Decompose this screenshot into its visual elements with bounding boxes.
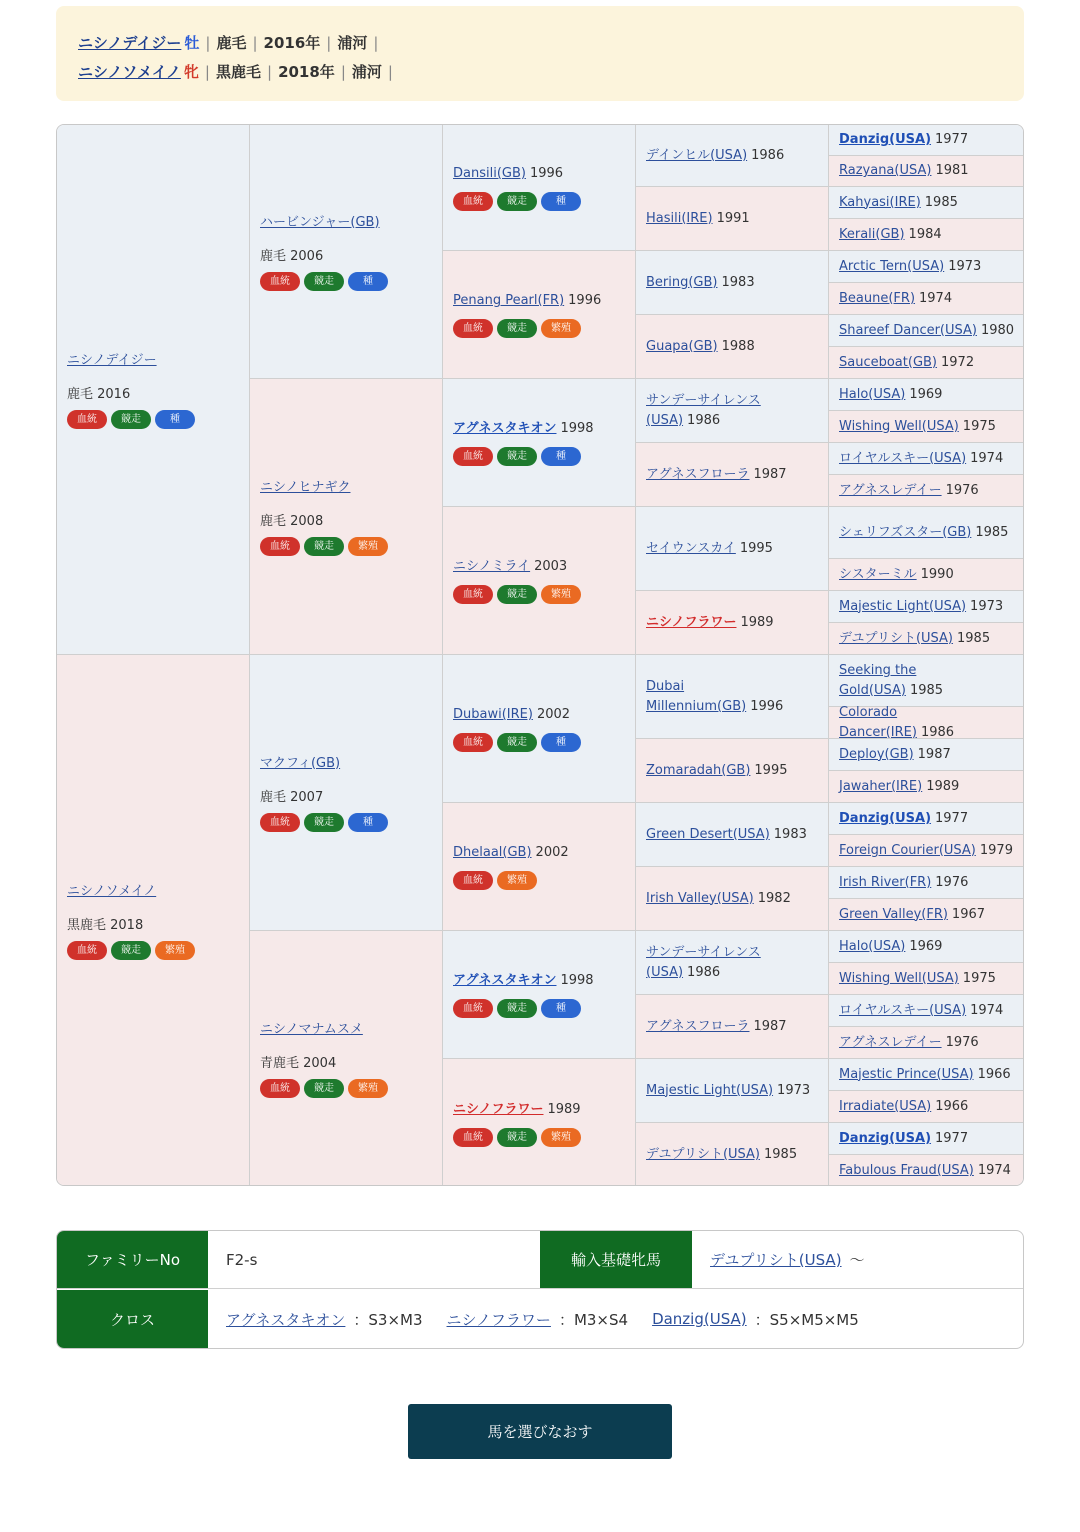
- bloodline-badge[interactable]: 血統: [67, 941, 107, 960]
- pedigree-gen4-8: [636, 591, 829, 655]
- pedigree-gen5-6: [829, 283, 1024, 315]
- badge-group: [260, 537, 432, 556]
- sex-label: 牡: [184, 34, 200, 52]
- pedigree-gen4-12: [636, 867, 829, 931]
- pedigree-gen1-dam: [57, 655, 250, 1186]
- pedigree-gen5-28: [829, 1027, 1024, 1059]
- pedigree-gen2-dd: [250, 931, 443, 1186]
- pedigree-gen3-6: [443, 803, 636, 931]
- birth-year: 1995: [754, 762, 788, 778]
- badge-group: [453, 447, 625, 466]
- birth-year: 1974: [970, 450, 1004, 466]
- pedigree-gen5-12: [829, 475, 1024, 507]
- birth-year: 1974: [970, 1002, 1004, 1018]
- badge-group: [453, 871, 625, 890]
- birth-year: 1972: [941, 354, 975, 370]
- divider: |: [326, 33, 332, 52]
- race-badge[interactable]: 競走: [304, 272, 344, 291]
- horse-link[interactable]: デユプリシト(USA): [839, 630, 954, 646]
- horse-link[interactable]: Majestic Light(USA): [646, 1082, 774, 1098]
- birth-year: 1998: [560, 421, 594, 436]
- cross-horse-link[interactable]: ニシノフラワー: [446, 1310, 551, 1329]
- pedigree-gen4-7: [636, 507, 829, 591]
- birth-year: 1985: [957, 630, 991, 646]
- pedigree-gen3-4: [443, 507, 636, 655]
- badge-group: [260, 272, 432, 291]
- race-badge[interactable]: 競走: [497, 1128, 537, 1147]
- birth-year: 1984: [908, 226, 942, 242]
- birth-year: 1986: [751, 147, 785, 163]
- divider: |: [373, 33, 379, 52]
- breed-badge[interactable]: 繁殖: [541, 1128, 581, 1147]
- horse-link[interactable]: Bering(GB): [646, 274, 718, 290]
- horse-link[interactable]: Seeking the Gold(USA): [839, 662, 917, 698]
- cross-horse-link[interactable]: アグネスタキオン: [226, 1310, 346, 1329]
- badge-group: [260, 813, 432, 832]
- pedigree-gen2-ds: [250, 655, 443, 931]
- pedigree-gen5-17: [829, 655, 1024, 707]
- parent-dam-line: [78, 57, 1002, 86]
- bloodline-badge[interactable]: 血統: [260, 537, 300, 556]
- pedigree-gen5-29: [829, 1059, 1024, 1091]
- breed-badge[interactable]: 繁殖: [348, 1079, 388, 1098]
- birth-year: 1976: [935, 874, 969, 890]
- horse-link[interactable]: シェリフズスター(GB): [839, 524, 972, 540]
- horse-link[interactable]: Fabulous Fraud(USA): [839, 1163, 974, 1178]
- breed-badge[interactable]: 繁殖: [541, 319, 581, 338]
- horse-link[interactable]: Jawaher(IRE): [839, 778, 923, 794]
- horse-info: 鹿毛 2016: [67, 386, 131, 402]
- birth-year: 1977: [935, 1130, 969, 1146]
- horse-link[interactable]: ニシノミライ: [453, 559, 531, 574]
- race-badge[interactable]: 競走: [497, 585, 537, 604]
- import-mare-value: [692, 1231, 1023, 1288]
- divider: |: [252, 33, 258, 52]
- bloodline-badge[interactable]: 血統: [453, 1128, 493, 1147]
- birth-year: 1985: [909, 682, 944, 698]
- sire-badge[interactable]: 種: [348, 813, 388, 832]
- horse-link[interactable]: Majestic Light(USA): [839, 598, 967, 614]
- birth-year: 1974: [977, 1163, 1011, 1178]
- horse-link[interactable]: Danzig(USA): [839, 1130, 932, 1146]
- cross-value: ：S5×M5×M5: [754, 1310, 859, 1329]
- coat-label: 鹿毛: [216, 34, 247, 52]
- pedigree-gen5-23: [829, 867, 1024, 899]
- birth-year: 1996: [529, 166, 564, 181]
- pedigree-gen2-sd: [250, 379, 443, 655]
- birth-year: 1987: [753, 1018, 787, 1034]
- pedigree-gen4-6: [636, 443, 829, 507]
- birth-year: 1975: [962, 970, 996, 986]
- sire-badge[interactable]: 種: [541, 733, 581, 752]
- birth-year: 2018年: [278, 63, 335, 81]
- pedigree-gen3-7: [443, 931, 636, 1059]
- parent-dam-link[interactable]: ニシノソメイノ: [78, 63, 181, 81]
- pedigree-gen3-5: [443, 655, 636, 803]
- pedigree-gen5-32: [829, 1155, 1024, 1186]
- birth-year: 1975: [962, 418, 996, 434]
- horse-info: 鹿毛 2008: [260, 513, 324, 529]
- horse-info: 黒鹿毛 2018: [67, 918, 144, 933]
- sire-badge[interactable]: 種: [541, 447, 581, 466]
- birth-year: 1998: [560, 973, 594, 988]
- pedigree-gen5-11: [829, 443, 1024, 475]
- birth-year: 1995: [739, 540, 773, 556]
- pedigree-gen4-10: [636, 739, 829, 803]
- pedigree-gen5-20: [829, 771, 1024, 803]
- race-badge[interactable]: 競走: [497, 192, 537, 211]
- horse-link[interactable]: ロイヤルスキー(USA): [839, 450, 967, 466]
- horse-info: 青鹿毛 2004: [260, 1056, 337, 1071]
- pedigree-gen5-2: [829, 156, 1024, 187]
- birth-year: 1987: [753, 466, 787, 482]
- horse-link[interactable]: Guapa(GB): [646, 338, 718, 354]
- parent-sire-line: [78, 28, 1002, 57]
- birth-year: 1976: [945, 482, 979, 498]
- pedigree-gen4-15: [636, 1059, 829, 1123]
- horse-link[interactable]: Dubai Millennium(GB): [646, 678, 747, 714]
- horse-link[interactable]: Deploy(GB): [839, 746, 914, 762]
- race-badge[interactable]: 競走: [304, 1079, 344, 1098]
- bloodline-badge[interactable]: 血統: [260, 1079, 300, 1098]
- pedigree-gen5-14: [829, 559, 1024, 591]
- horse-link[interactable]: Razyana(USA): [839, 163, 932, 178]
- breed-badge[interactable]: 繁殖: [155, 941, 195, 960]
- birth-year: 1982: [757, 890, 791, 906]
- horse-link[interactable]: Beaune(FR): [839, 290, 916, 306]
- horse-info: 鹿毛 2006: [260, 248, 324, 264]
- bloodline-badge[interactable]: 血統: [453, 319, 493, 338]
- bloodline-badge[interactable]: 血統: [453, 733, 493, 752]
- bloodline-badge[interactable]: 血統: [453, 447, 493, 466]
- bloodline-badge[interactable]: 血統: [260, 272, 300, 291]
- pedigree-gen3-8: [443, 1059, 636, 1186]
- horse-link[interactable]: デインヒル(USA): [646, 147, 748, 163]
- pedigree-gen3-3: [443, 379, 636, 507]
- horse-link[interactable]: シスターミル: [839, 566, 917, 582]
- bloodline-badge[interactable]: 血統: [453, 192, 493, 211]
- cross-horse-link[interactable]: Danzig(USA): [652, 1310, 747, 1328]
- horse-link[interactable]: Irish River(FR): [839, 874, 932, 890]
- pedigree-gen5-3: [829, 187, 1024, 219]
- birth-year: 1979: [979, 842, 1013, 858]
- horse-link[interactable]: ニシノフラワー: [453, 1101, 544, 1117]
- race-badge[interactable]: 競走: [497, 999, 537, 1018]
- pedigree-gen4-1: [636, 125, 829, 187]
- horse-link[interactable]: Halo(USA): [839, 938, 906, 954]
- birth-year: 1977: [935, 810, 969, 826]
- cross-label: クロス: [57, 1290, 208, 1348]
- pedigree-gen4-14: [636, 995, 829, 1059]
- horse-link[interactable]: アグネスフローラ: [646, 1018, 750, 1034]
- bloodline-badge[interactable]: 血統: [453, 871, 493, 890]
- breed-badge[interactable]: 繁殖: [541, 585, 581, 604]
- pedigree-gen4-16: [636, 1123, 829, 1186]
- horse-link[interactable]: Sauceboat(GB): [839, 354, 938, 370]
- horse-link[interactable]: Zomaradah(GB): [646, 762, 751, 778]
- birth-year: 2003: [534, 559, 568, 574]
- sire-badge[interactable]: 種: [348, 272, 388, 291]
- parents-summary: [56, 6, 1024, 101]
- birth-year: 1989: [547, 1101, 581, 1117]
- horse-link[interactable]: Arctic Tern(USA): [839, 258, 945, 274]
- birth-year: 2002: [535, 845, 569, 860]
- divider: |: [387, 62, 393, 81]
- horse-link[interactable]: ニシノデイジー: [67, 352, 157, 368]
- badge-group: [453, 319, 625, 338]
- birth-year: 1986: [687, 412, 721, 428]
- badge-group: [453, 1128, 625, 1147]
- sire-badge[interactable]: 種: [155, 410, 195, 429]
- pedigree-gen4-9: [636, 655, 829, 739]
- horse-link[interactable]: アグネスタキオン: [453, 973, 557, 988]
- horse-link[interactable]: Majestic Prince(USA): [839, 1066, 974, 1082]
- horse-link[interactable]: マクフィ(GB): [260, 755, 341, 771]
- horse-link[interactable]: Dhelaal(GB): [453, 845, 532, 860]
- pedigree-gen4-4: [636, 315, 829, 379]
- pedigree-gen5-5: [829, 251, 1024, 283]
- birth-year: 1980: [980, 322, 1015, 338]
- horse-link[interactable]: Dansili(GB): [453, 166, 526, 181]
- pedigree-gen5-18: [829, 704, 1024, 740]
- horse-link[interactable]: Wishing Well(USA): [839, 418, 959, 434]
- cross-value: ：M3×S4: [558, 1310, 629, 1329]
- horse-link[interactable]: デユプリシト(USA): [646, 1147, 761, 1162]
- divider: |: [204, 62, 210, 81]
- sex-label: 牝: [183, 63, 199, 81]
- horse-link[interactable]: Kerali(GB): [839, 226, 905, 242]
- birth-place: 浦河: [337, 34, 368, 52]
- pedigree-gen5-26: [829, 963, 1024, 995]
- birth-year: 1973: [948, 258, 982, 274]
- badge-group: [260, 1079, 432, 1098]
- birth-year: 1983: [773, 826, 807, 842]
- pedigree-gen2-s: [250, 125, 443, 379]
- pedigree-gen5-8: [829, 347, 1024, 379]
- horse-link[interactable]: Colorado Dancer(IRE): [839, 704, 917, 740]
- birth-year: 1989: [740, 614, 774, 630]
- family-no-label: ファミリーNo: [57, 1231, 208, 1288]
- birth-year: 1991: [716, 210, 750, 226]
- pedigree-gen5-9: [829, 379, 1024, 411]
- bloodline-badge[interactable]: 血統: [67, 410, 107, 429]
- coat-label: 黒鹿毛: [215, 63, 261, 81]
- horse-link[interactable]: Dubawi(IRE): [453, 707, 533, 722]
- cross-value: ：S3×M3: [353, 1310, 423, 1329]
- horse-link[interactable]: Penang Pearl(FR): [453, 293, 565, 308]
- badge-group: [67, 941, 239, 960]
- import-mare-link[interactable]: デユプリシト(USA): [710, 1251, 842, 1269]
- race-badge[interactable]: 競走: [497, 319, 537, 338]
- birth-year: 1976: [945, 1034, 979, 1050]
- birth-year: 1988: [721, 338, 755, 354]
- horse-link[interactable]: ロイヤルスキー(USA): [839, 1002, 967, 1018]
- divider: |: [205, 33, 211, 52]
- pedigree-gen5-21: [829, 803, 1024, 835]
- family-info-table: [56, 1230, 1024, 1349]
- import-mare-suffix: 〜: [849, 1251, 865, 1269]
- bloodline-badge[interactable]: 血統: [260, 813, 300, 832]
- pedigree-gen5-24: [829, 899, 1024, 931]
- pedigree-gen3-2: [443, 251, 636, 379]
- pedigree-gen5-31: [829, 1123, 1024, 1155]
- sire-badge[interactable]: 種: [541, 999, 581, 1018]
- horse-link[interactable]: Danzig(USA): [839, 132, 932, 147]
- badge-group: [453, 733, 625, 752]
- race-badge[interactable]: 競走: [111, 410, 151, 429]
- bloodline-badge[interactable]: 血統: [453, 999, 493, 1018]
- pedigree-gen5-1: [829, 125, 1024, 156]
- pedigree-gen3-1: [443, 125, 636, 251]
- birth-year: 1977: [935, 132, 969, 147]
- birth-place: 浦河: [351, 63, 382, 81]
- birth-year: 1985: [764, 1147, 798, 1162]
- pedigree-gen4-11: [636, 803, 829, 867]
- birth-year: 1990: [920, 566, 954, 582]
- bloodline-badge[interactable]: 血統: [453, 585, 493, 604]
- badge-group: [453, 192, 625, 211]
- birth-year: 1986: [687, 964, 721, 980]
- birth-year: 1966: [935, 1098, 969, 1114]
- birth-year: 1996: [750, 698, 784, 714]
- breed-badge[interactable]: 繁殖: [497, 871, 537, 890]
- pedigree-gen5-30: [829, 1091, 1024, 1123]
- horse-link[interactable]: ニシノヒナギク: [260, 479, 351, 495]
- horse-link[interactable]: Hasili(IRE): [646, 210, 713, 226]
- horse-link[interactable]: アグネスレデイー: [839, 482, 942, 498]
- horse-link[interactable]: サンデーサイレンス(USA): [646, 944, 761, 980]
- reselect-horse-button[interactable]: 馬を選びなおす: [408, 1404, 672, 1459]
- horse-link[interactable]: Irish Valley(USA): [646, 890, 754, 906]
- family-row: [57, 1231, 1023, 1289]
- pedigree-gen5-10: [829, 411, 1024, 443]
- birth-year: 1985: [975, 524, 1009, 540]
- birth-year: 1989: [926, 778, 960, 794]
- race-badge[interactable]: 競走: [304, 813, 344, 832]
- birth-year: 1967: [951, 906, 986, 922]
- race-badge[interactable]: 競走: [304, 537, 344, 556]
- horse-link[interactable]: アグネスタキオン: [453, 421, 557, 436]
- pedigree-gen5-7: [829, 315, 1024, 347]
- horse-link[interactable]: Shareef Dancer(USA): [839, 322, 977, 338]
- horse-info: 鹿毛 2007: [260, 789, 324, 805]
- pedigree-gen5-19: [829, 739, 1024, 771]
- cross-row: [57, 1290, 1023, 1348]
- birth-year: 2016年: [263, 34, 321, 52]
- birth-year: 1981: [935, 163, 969, 178]
- race-badge[interactable]: 競走: [111, 941, 151, 960]
- pedigree-gen5-27: [829, 995, 1024, 1027]
- family-no-value: F2-s: [226, 1250, 258, 1269]
- horse-link[interactable]: Kahyasi(IRE): [839, 194, 921, 210]
- badge-group: [453, 999, 625, 1018]
- birth-year: 1987: [917, 746, 951, 762]
- horse-link[interactable]: セイウンスカイ: [646, 540, 736, 556]
- pedigree-table: [56, 124, 1024, 1186]
- pedigree-gen4-5: [636, 379, 829, 443]
- horse-link[interactable]: Irradiate(USA): [839, 1098, 932, 1114]
- divider: |: [340, 62, 346, 81]
- birth-year: 1966: [977, 1066, 1011, 1082]
- horse-link[interactable]: Danzig(USA): [839, 810, 932, 826]
- sire-badge[interactable]: 種: [541, 192, 581, 211]
- pedigree-gen5-4: [829, 219, 1024, 251]
- pedigree-gen5-22: [829, 835, 1024, 867]
- horse-link[interactable]: アグネスレデイー: [839, 1034, 942, 1050]
- pedigree-gen4-2: [636, 187, 829, 251]
- divider: |: [267, 62, 273, 81]
- birth-year: 1974: [919, 290, 953, 306]
- birth-year: 1969: [909, 386, 943, 402]
- horse-link[interactable]: Foreign Courier(USA): [839, 842, 976, 858]
- horse-link[interactable]: ハービンジャー(GB): [260, 214, 380, 230]
- pedigree-gen4-3: [636, 251, 829, 315]
- birth-year: 2002: [536, 707, 571, 722]
- breed-badge[interactable]: 繁殖: [348, 537, 388, 556]
- race-badge[interactable]: 競走: [497, 447, 537, 466]
- horse-link[interactable]: サンデーサイレンス(USA): [646, 392, 761, 428]
- pedigree-gen5-25: [829, 931, 1024, 963]
- horse-link[interactable]: Halo(USA): [839, 386, 906, 402]
- pedigree-gen1-sire: [57, 125, 250, 655]
- birth-year: 1973: [777, 1082, 811, 1098]
- pedigree-gen4-13: [636, 931, 829, 995]
- horse-link[interactable]: Green Desert(USA): [646, 826, 770, 842]
- horse-link[interactable]: ニシノフラワー: [646, 614, 737, 630]
- birth-year: 1986: [920, 724, 955, 740]
- parent-sire-link[interactable]: ニシノデイジー: [78, 34, 182, 52]
- pedigree-gen5-16: [829, 623, 1024, 655]
- horse-link[interactable]: ニシノマナムスメ: [260, 1022, 363, 1037]
- horse-link[interactable]: Green Valley(FR): [839, 906, 948, 922]
- birth-year: 1969: [909, 938, 943, 954]
- horse-link[interactable]: アグネスフローラ: [646, 466, 750, 482]
- horse-link[interactable]: Wishing Well(USA): [839, 970, 959, 986]
- cross-values: [208, 1290, 1023, 1348]
- race-badge[interactable]: 競走: [497, 733, 537, 752]
- birth-year: 1996: [568, 293, 602, 308]
- horse-link[interactable]: ニシノソメイノ: [67, 884, 157, 899]
- badge-group: [453, 585, 625, 604]
- badge-group: [67, 410, 239, 429]
- birth-year: 1985: [924, 194, 958, 210]
- birth-year: 1983: [721, 274, 755, 290]
- pedigree-gen5-13: [829, 507, 1024, 559]
- birth-year: 1973: [970, 598, 1004, 614]
- pedigree-gen5-15: [829, 591, 1024, 623]
- import-mare-label: 輸入基礎牝馬: [540, 1231, 692, 1288]
